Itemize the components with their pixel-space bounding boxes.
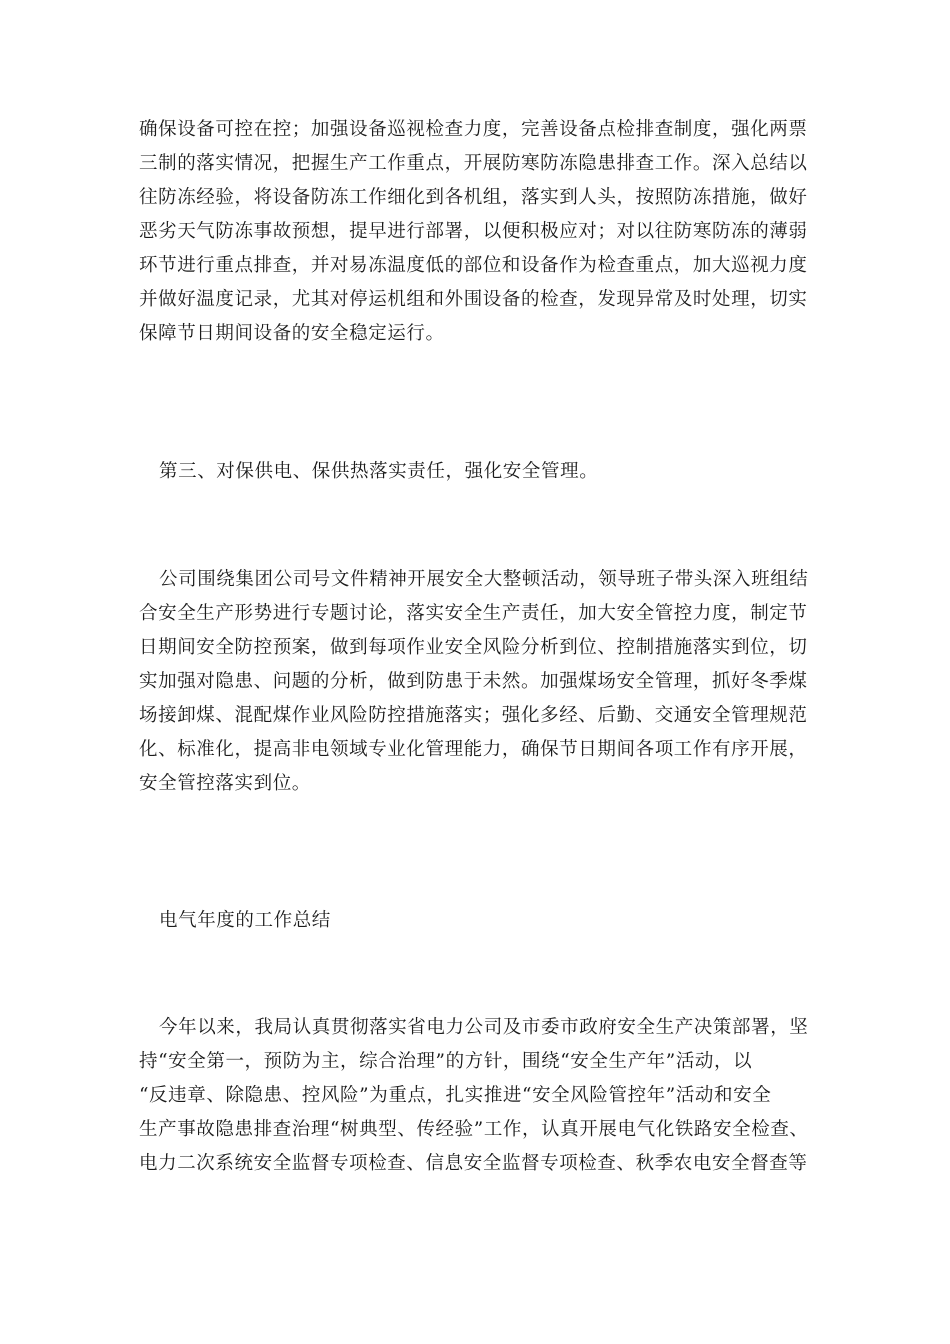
paragraph-line: 往防冻经验，将设备防冻工作细化到各机组，落实到人头，按照防冻措施，做好 xyxy=(139,187,808,208)
paragraph-equipment-antifreeze xyxy=(139,113,829,351)
paragraph-line: 持“安全第一，预防为主，综合治理”的方针，围绕“安全生产年”活动，以 xyxy=(139,1051,753,1072)
paragraph-line: 场接卸煤、混配煤作业风险防控措施落实；强化多经、后勤、交通安全管理规范 xyxy=(139,705,808,726)
paragraph-line: 三制的落实情况，把握生产工作重点，开展防寒防冻隐患排查工作。深入总结以 xyxy=(139,153,808,174)
paragraph-line: 合安全生产形势进行专题讨论，落实安全生产责任，加大安全管控力度，制定节 xyxy=(139,603,808,624)
paragraph-line: “反违章、除隐患、控风险”为重点，扎实推进“安全风险管控年”活动和安全 xyxy=(139,1085,772,1106)
paragraph-line: 生产事故隐患排查治理“树典型、传经验”工作，认真开展电气化铁路安全检查、 xyxy=(139,1119,809,1140)
paragraph-line: 日期间安全防控预案，做到每项作业安全风险分析到位、控制措施落实到位，切 xyxy=(139,637,808,658)
paragraph-line: 化、标准化，提高非电领域专业化管理能力，确保节日期间各项工作有序开展， xyxy=(139,739,808,760)
section-title xyxy=(139,904,829,938)
paragraph-line: 电力二次系统安全监督专项检查、信息安全监督专项检查、秋季农电安全督查等 xyxy=(139,1153,808,1174)
title-text: 电气年度的工作总结 xyxy=(159,910,331,931)
paragraph-line: 安全管控落实到位。 xyxy=(139,773,311,794)
paragraph-line: 实加强对隐患、问题的分析，做到防患于未然。加强煤场安全管理，抓好冬季煤 xyxy=(139,671,808,692)
paragraph-line: 保障节日期间设备的安全稳定运行。 xyxy=(139,323,445,344)
paragraph-line: 并做好温度记录，尤其对停运机组和外围设备的检查，发现异常及时处理，切实 xyxy=(139,289,808,310)
paragraph-line: 公司围绕集团公司号文件精神开展安全大整顿活动，领导班子带头深入班组结 xyxy=(159,569,809,590)
paragraph-line: 今年以来，我局认真贯彻落实省电力公司及市委市政府安全生产决策部署，坚 xyxy=(159,1017,809,1038)
paragraph-line: 恶劣天气防冻事故预想，提早进行部署，以便积极应对；对以往防寒防冻的薄弱 xyxy=(139,221,808,242)
heading-text: 第三、对保供电、保供热落实责任，强化安全管理。 xyxy=(159,461,599,482)
paragraph-line: 环节进行重点排查，并对易冻温度低的部位和设备作为检查重点，加大巡视力度 xyxy=(139,255,808,276)
paragraph-safety-management xyxy=(139,563,829,801)
paragraph-line: 确保设备可控在控；加强设备巡视检查力度，完善设备点检排查制度，强化两票 xyxy=(139,119,808,140)
section-heading-third xyxy=(139,455,829,489)
paragraph-annual-summary xyxy=(139,1011,829,1181)
